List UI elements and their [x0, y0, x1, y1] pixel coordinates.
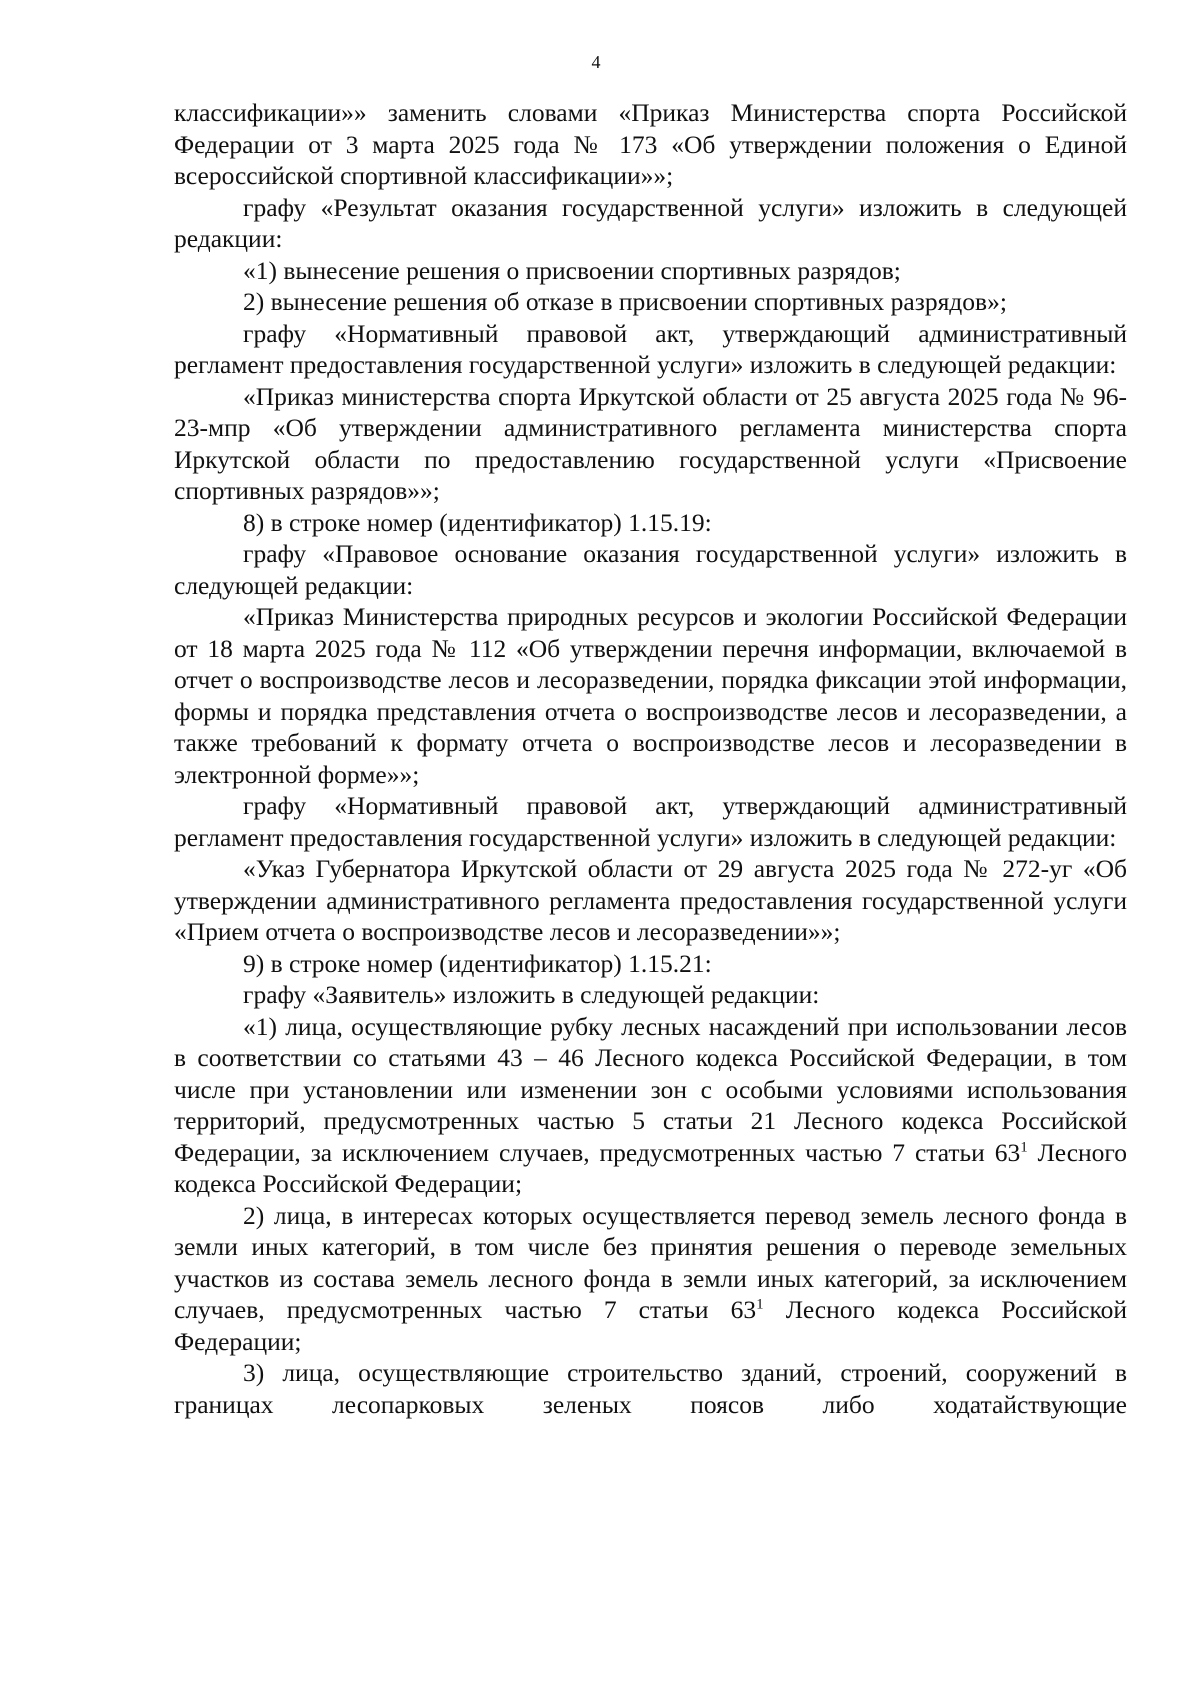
list-item: 2) вынесение решения об отказе в присвоении спортивных разрядов»;	[243, 287, 1007, 316]
paragraph: «Указ Губернатора Иркутской области от 29 августа 2025 года № 272-уг «Об утверждении административного регламента предоставления государственной услуги «Прием отчета о воспроизводстве лесов и лесоразведении»»;	[174, 854, 1127, 946]
list-item: 8) в строке номер (идентификатор) 1.15.19:	[243, 507, 712, 537]
superscript: 1	[1020, 1139, 1028, 1155]
paragraph: классификации»» заменить словами «Приказ Министерства спорта Российской Федерации от 3 марта 2025 года № 173 «Об утверждении положения о Единой всероссийской спортивной классификации»»;	[174, 98, 1127, 190]
paragraph: «Приказ Министерства природных ресурсов и экологии Российской Федерации от 18 марта 2025 года № 112 «Об утверждении перечня информации, включаемой в отчет о воспроизводстве лесов и лесоразведении, порядка фиксации этой информации, формы и порядка представления отчета о воспроизводстве лесов и лесоразведении, а также требований к формату отчета о воспроизводстве лесов и лесоразведении в электронной форме»»;	[174, 602, 1127, 789]
paragraph: графу «Нормативный правовой акт, утверждающий административный регламент предоставления государственной услуги» изложить в следующей редакции:	[174, 318, 1127, 379]
paragraph: графу «Заявитель» изложить в следующей редакции:	[243, 980, 820, 1009]
text-segment: «1) лица, осуществляющие рубку лесных насаждений при использовании лесов в соответствии со статьями 43 – 46 Лесного кодекса Российской Федерации, в том числе при установлении или изменении зон с особыми условиями использования территорий, предусмотренных частью 5 статьи 21 Лесного кодекса Российской Федерации, за исключением случаев, предусмотренных частью 7 статьи 63	[174, 1011, 1127, 1167]
paragraph: графу «Нормативный правовой акт, утверждающий административный регламент предоставления государственной услуги» изложить в следующей редакции:	[174, 791, 1127, 852]
paragraph: «Приказ министерства спорта Иркутской области от 25 августа 2025 года № 96-23-мпр «Об утверждении административного регламента министерства спорта Иркутской области по предоставлению государственной услуги «Присвоение спортивных разрядов»»;	[174, 381, 1127, 505]
text-segment: Лесного кодекса Российской Федерации;	[174, 1137, 1127, 1198]
paragraph: графу «Результат оказания государственной услуги» изложить в следующей редакции:	[174, 192, 1127, 253]
list-item: 3) лица, осуществляющие строительство зданий, строений, сооружений в границах лесопарковых зеленых поясов либо ходатайствующие	[174, 1358, 1127, 1419]
list-item	[174, 1011, 1127, 1200]
paragraph: графу «Правовое основание оказания государственной услуги» изложить в следующей редакции:	[174, 539, 1127, 600]
document-body	[174, 97, 1127, 1420]
list-item: «1) вынесение решения о присвоении спортивных разрядов;	[243, 255, 901, 285]
page-number: 4	[591, 52, 601, 72]
text-segment: Лесного кодекса Российской Федерации;	[174, 1295, 1127, 1356]
text-segment: 2) лица, в интересах которых осуществляется перевод земель лесного фонда в земли иных категорий, в том числе без принятия решения о переводе земельных участков из состава земель лесного фонда в земли иных категорий, за исключением случаев, предусмотренных частью 7 статьи 63	[174, 1200, 1127, 1324]
superscript: 1	[756, 1296, 764, 1313]
list-item: 9) в строке номер (идентификатор) 1.15.21:	[243, 948, 712, 978]
list-item	[174, 1200, 1127, 1358]
